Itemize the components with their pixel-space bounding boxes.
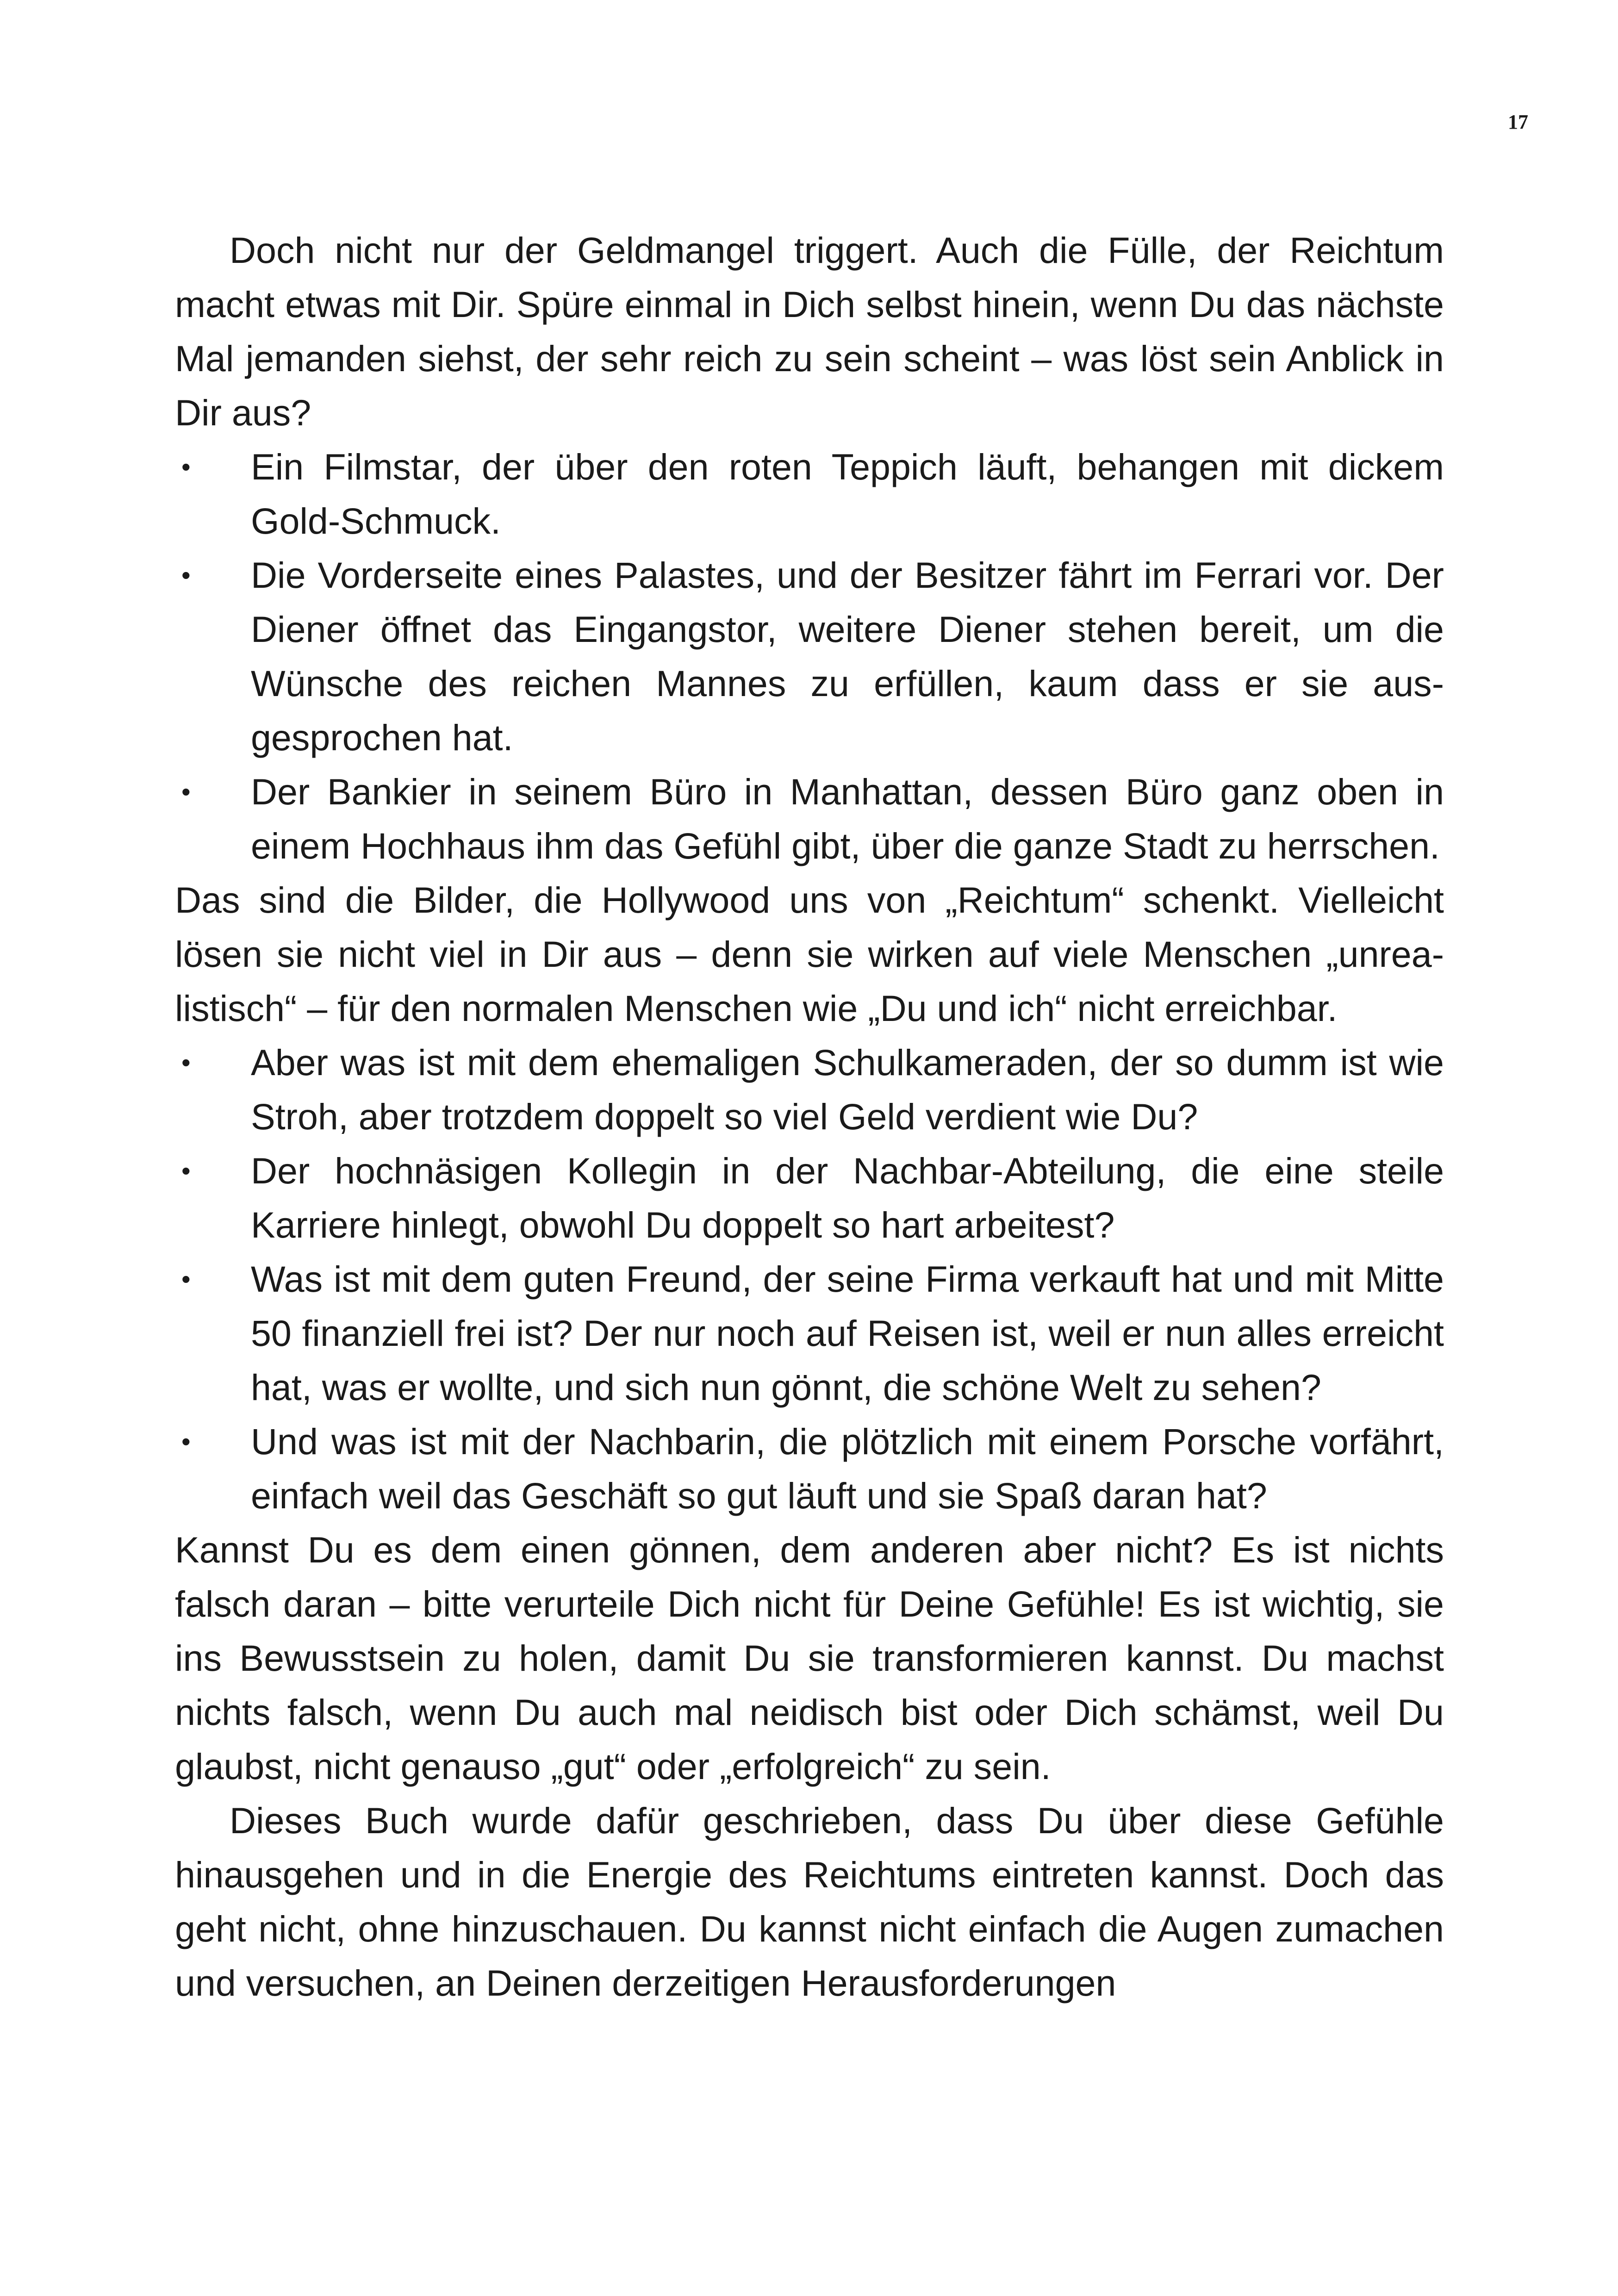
list-item-text: Ein Filmstar, der über den roten Teppich läuft, behangen mit dickem Gold-Schmuck. bbox=[251, 446, 1444, 541]
bullet-icon: • bbox=[181, 1048, 191, 1077]
list-item-text: Und was ist mit der Nachbarin, die plötzlich mit einem Porsche vorfährt, einfach weil das Geschäft so gut läuft und sie Spaß daran hat? bbox=[251, 1421, 1444, 1516]
paragraph: Doch nicht nur der Geldmangel triggert. Auch die Fülle, der Reichtum macht etwas mit Dir. Spüre einmal in Dich selbst hinein, wenn Du das nächste Mal jemanden siehst, der sehr reich zu sein scheint – was löst sein Anblick in Dir aus? bbox=[175, 230, 1444, 433]
bullet-icon: • bbox=[181, 1427, 191, 1456]
list-item-text: Die Vorderseite eines Palastes, und der Besitzer fährt im Ferrari vor. Der Diener öffnet das Eingangstor, weitere Diener stehen bereit, um die Wünsche des reichen Mannes zu erfüllen, kaum dass er sie ausgesprochen hat. bbox=[251, 554, 1444, 758]
list-item-text: Aber was ist mit dem ehemaligen Schulkameraden, der so dumm ist wie Stroh, aber trotzdem doppelt so viel Geld verdient wie Du? bbox=[251, 1042, 1444, 1137]
list-item bbox=[175, 548, 1444, 765]
list-item-text: Der hochnäsigen Kollegin in der Nachbar-Abteilung, die eine steile Karriere hinlegt, obwohl Du doppelt so hart arbeitest? bbox=[251, 1150, 1444, 1245]
list-item bbox=[175, 1252, 1444, 1414]
list-item-text: Was ist mit dem guten Freund, der seine Firma verkauft hat und mit Mitte 50 finanziell frei ist? Der nur noch auf Reisen ist, weil er nun alles erreicht hat, was er wollte, und sich nun gönnt, die schöne Welt zu sehen? bbox=[251, 1258, 1444, 1408]
list-item bbox=[175, 440, 1444, 548]
list-item bbox=[175, 1414, 1444, 1523]
paragraph: Dieses Buch wurde dafür geschrieben, dass Du über diese Gefühle hinausgehen und in die Energie des Reichtums eintreten kannst. Doch das geht nicht, ohne hinzuschauen. Du kannst nicht einfach die Augen zumachen und versuchen, an Deinen derzeitigen Herausforderungen bbox=[175, 1800, 1444, 2004]
list-item bbox=[175, 765, 1444, 873]
bullet-list bbox=[175, 1035, 1444, 1523]
bullet-list bbox=[175, 440, 1444, 873]
bullet-icon: • bbox=[181, 1264, 191, 1294]
list-item-text: Der Bankier in seinem Büro in Manhattan, dessen Büro ganz oben in einem Hochhaus ihm das Gefühl gibt, über die ganze Stadt zu herrschen. bbox=[251, 771, 1444, 866]
bullet-icon: • bbox=[181, 777, 191, 806]
paragraph: Das sind die Bilder, die Hollywood uns von „Reichtum“ schenkt. Vielleicht lösen sie nicht viel in Dir aus – denn sie wirken auf viele Menschen „unrealistisch“ – für den normalen Menschen wie „Du und ich“ nicht erreichbar. bbox=[175, 879, 1444, 1029]
bullet-icon: • bbox=[181, 1156, 191, 1185]
bullet-icon: • bbox=[181, 452, 191, 481]
paragraph: Kannst Du es dem einen gönnen, dem anderen aber nicht? Es ist nichts falsch daran – bitte verurteile Dich nicht für Deine Gefühle! Es ist wichtig, sie ins Bewusstsein zu holen, damit Du sie transformieren kannst. Du machst nichts falsch, wenn Du auch mal neidisch bist oder Dich schämst, weil Du glaubst, nicht genauso „gut“ oder „erfolgreich“ zu sein. bbox=[175, 1529, 1444, 1787]
list-item bbox=[175, 1035, 1444, 1144]
list-item bbox=[175, 1144, 1444, 1252]
page-number: 17 bbox=[1508, 111, 1528, 133]
bullet-icon: • bbox=[181, 560, 191, 590]
page-body bbox=[175, 223, 1444, 2010]
